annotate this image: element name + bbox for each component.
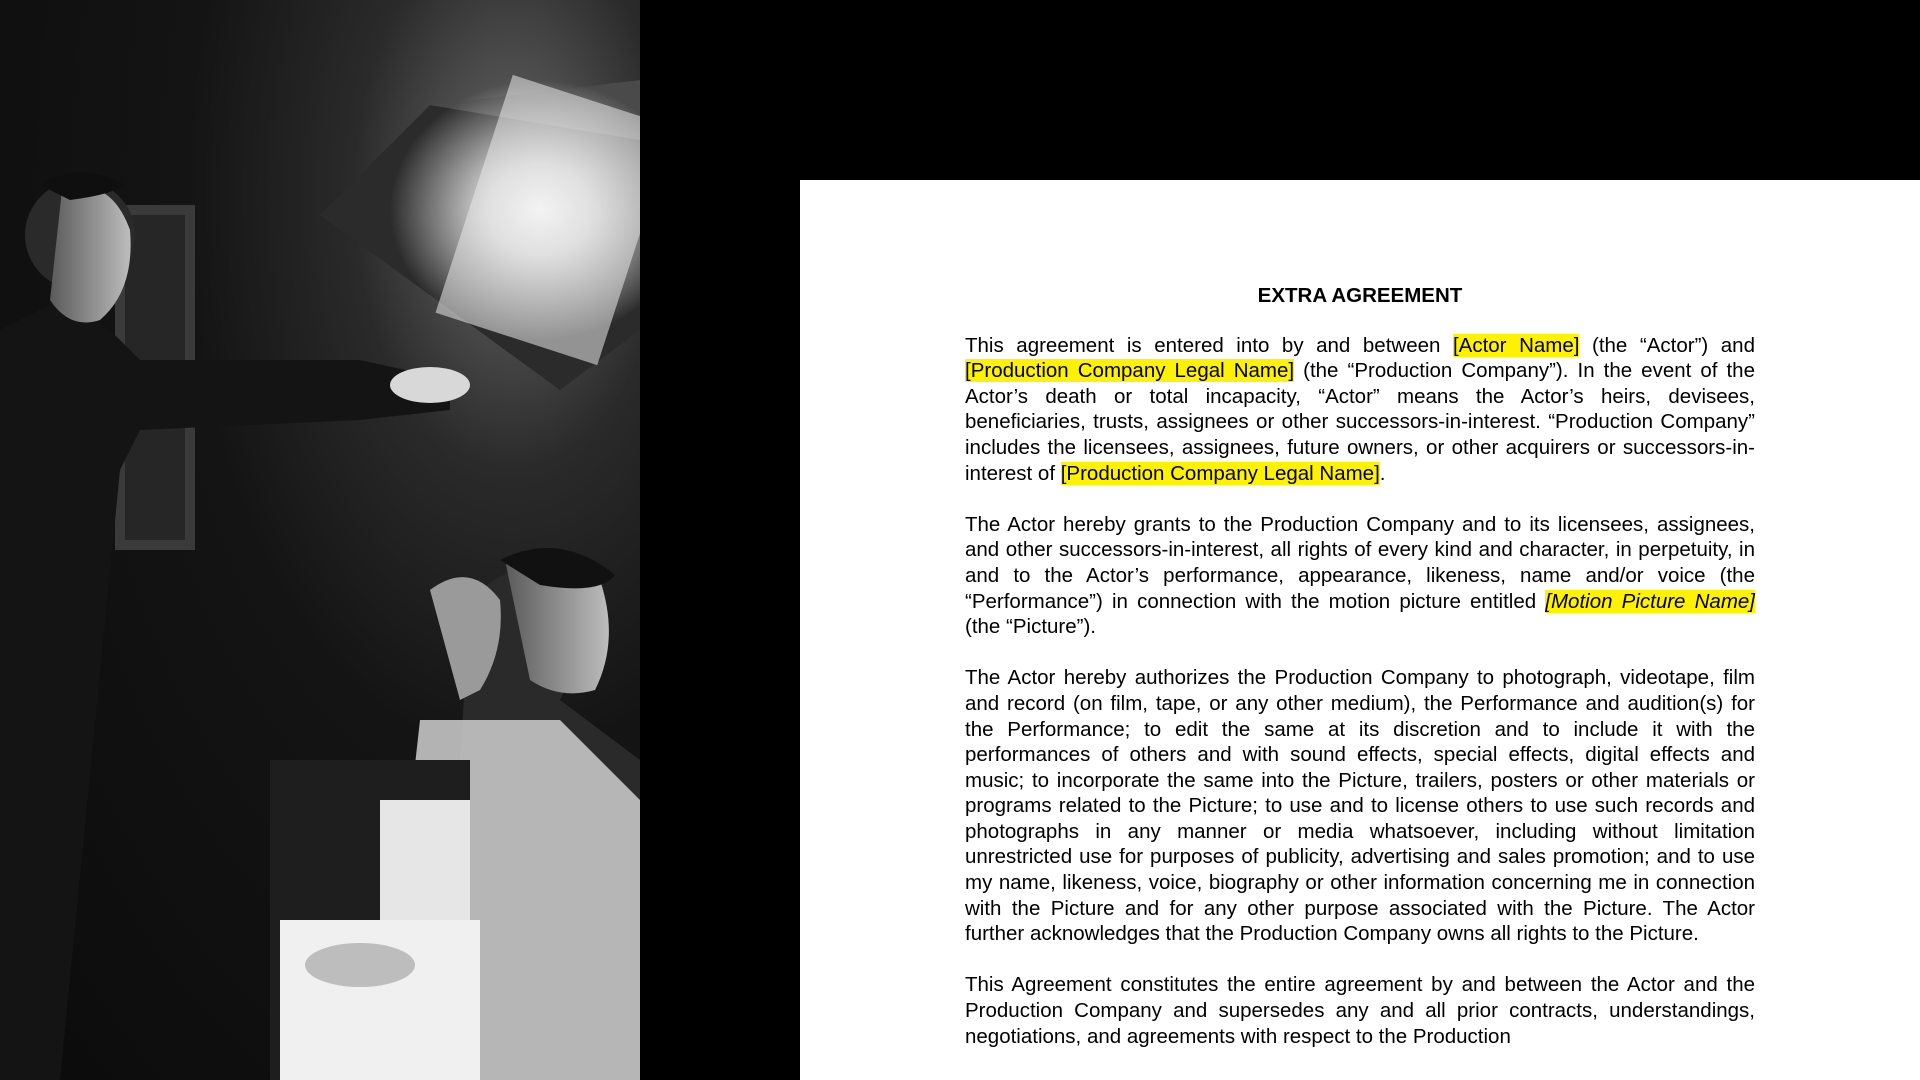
paragraph-text: (the “Actor”) and <box>1579 333 1755 357</box>
film-lighting-photo-icon <box>0 0 640 1080</box>
paragraph-authorization <box>965 665 1755 947</box>
paragraph-parties <box>965 333 1755 487</box>
placeholder-production-company: [Production Company Legal Name] <box>1060 461 1380 485</box>
paragraph-entire-agreement <box>965 972 1755 1049</box>
paragraph-text: The Actor hereby grants to the Production Company and to its licensees, assignees, and other successors-in-interest, all rights of every kind and character, in perpetuity, in and to the Actor’s performance, appearance, likeness, name and/or voice (the “Performance”) in connection with the motion picture entitled <box>965 512 1755 613</box>
paragraph-text: This agreement is entered into by and between <box>965 333 1453 357</box>
placeholder-actor-name: [Actor Name] <box>1452 333 1580 357</box>
agreement-document <box>965 283 1755 1075</box>
paragraph-text: The Actor hereby authorizes the Production Company to photograph, videotape, film and record (on film, tape, or any other medium), the Performance and audition(s) for the Performance; to edit the same at its discretion and to include it with the performances of others and with sound effects, special effects, digital effects and music; to incorporate the same into the Picture, trailers, posters or other materials or programs related to the Picture; to use and to license others to use such records and photographs in any manner or media whatsoever, including without limitation unrestricted use for purposes of publicity, advertising and sales promotion; and to use my name, likeness, voice, biography or other information concerning me in connection with the Picture and for any other purpose associated with the Picture. The Actor further acknowledges that the Production Company owns all rights to the Picture. <box>965 666 1755 946</box>
paragraph-grant <box>965 512 1755 640</box>
document-page <box>800 180 1920 1080</box>
paragraph-text: This Agreement constitutes the entire agreement by and between the Actor and the Production Company and supersedes any and all prior contracts, understandings, negotiations, and agreements with respect to the Production <box>965 973 1755 1048</box>
document-title: EXTRA AGREEMENT <box>1257 284 1463 307</box>
paragraph-text: (the “Production Company”). In the event of the Actor’s death or total incapacity, “Actor” means the Actor’s heirs, devisees, beneficiaries, trusts, assignees or other successors-in-interest. “Production Company” includes the licensees, assignees, future owners, or other acquirers or successors-in-interest of <box>965 359 1755 485</box>
placeholder-motion-picture-name: [Motion Picture Name] <box>1545 589 1755 613</box>
placeholder-production-company: [Production Company Legal Name] <box>965 359 1295 383</box>
paragraph-text: (the “Picture”). <box>965 615 1096 639</box>
paragraph-text: . <box>1379 461 1386 485</box>
film-set-photo <box>0 0 640 1080</box>
